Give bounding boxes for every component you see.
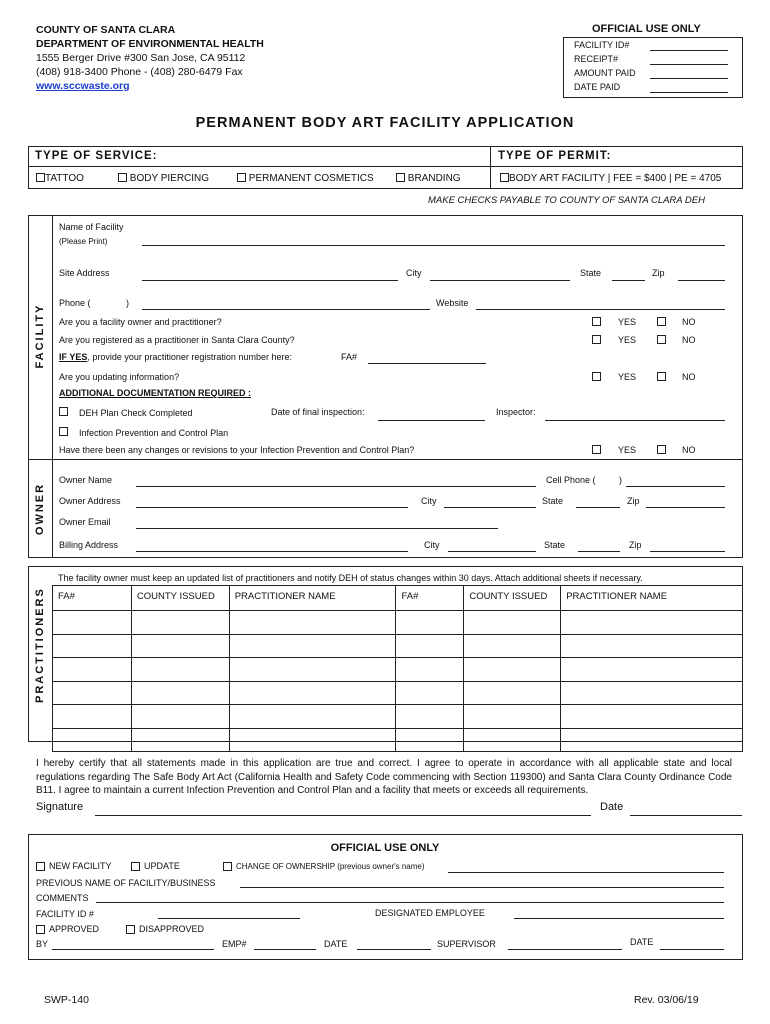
owner-email-field[interactable]: [136, 528, 498, 529]
option-label: BODY PIERCING: [129, 173, 210, 184]
question-changes: Have there been any changes or revisions to your Infection Prevention and Control Plan?: [59, 445, 415, 455]
permit-heading: TYPE OF PERMIT:: [498, 150, 612, 162]
divider: [28, 166, 743, 167]
comments-label: COMMENTS: [36, 893, 89, 903]
table-row: [53, 705, 743, 729]
service-cosmetics-option[interactable]: [237, 173, 374, 184]
checkbox[interactable]: [36, 173, 45, 182]
owner-state-field[interactable]: [576, 507, 620, 508]
option-label: TATTOO: [45, 173, 84, 184]
table-cell[interactable]: [53, 634, 132, 658]
by-label: BY: [36, 939, 49, 949]
site-zip-label: Zip: [652, 268, 665, 278]
owner-address-field[interactable]: [136, 507, 408, 508]
website-field[interactable]: [476, 309, 725, 310]
divider: [52, 460, 53, 558]
billing-state-label: State: [544, 540, 566, 550]
table-cell[interactable]: [229, 705, 396, 729]
if-yes-text: , provide your practitioner registration number here:: [87, 352, 292, 362]
table-cell[interactable]: [131, 681, 229, 705]
table-cell[interactable]: [561, 681, 743, 705]
column-header: COUNTY ISSUED: [464, 586, 561, 611]
previous-owner-field[interactable]: [448, 872, 724, 873]
facility-id-bottom-label: FACILITY ID #: [36, 909, 94, 919]
owner-email-label: Owner Email: [59, 517, 111, 527]
date-supervisor-field[interactable]: [660, 949, 724, 950]
form-title: PERMANENT BODY ART FACILITY APPLICATION: [195, 115, 575, 131]
site-address-label: Site Address: [59, 268, 110, 278]
table-cell[interactable]: [53, 728, 132, 752]
table-cell[interactable]: [131, 658, 229, 682]
option-label: PERMANENT COSMETICS: [248, 173, 374, 184]
table-cell[interactable]: [53, 705, 132, 729]
table-cell[interactable]: [464, 634, 561, 658]
site-state-field[interactable]: [612, 280, 645, 281]
practitioners-table: [52, 585, 743, 752]
facility-side-label: FACILITY: [34, 303, 46, 369]
table-cell[interactable]: [464, 658, 561, 682]
table-cell[interactable]: [229, 611, 396, 635]
table-cell[interactable]: [561, 658, 743, 682]
yes-label: YES: [618, 335, 637, 345]
table-cell[interactable]: [53, 611, 132, 635]
inspector-label: Inspector:: [496, 407, 536, 417]
option-label: BRANDING: [407, 173, 461, 184]
registered-no-checkbox[interactable]: [657, 335, 666, 344]
billing-zip-field[interactable]: [650, 551, 725, 552]
site-address-field[interactable]: [142, 280, 398, 281]
updating-yes-checkbox[interactable]: [592, 372, 601, 381]
service-tattoo-option[interactable]: [36, 173, 84, 184]
amount-paid-label: AMOUNT PAID: [574, 68, 636, 78]
table-cell[interactable]: [464, 611, 561, 635]
certification-text: I hereby certify that all statements made in this application are true and correct. I agree to operate in accordance with all applicable state and local regulations regarding The Safe Body Art Act (California Health and Safety Code commencing with Section 119300) and Santa Clara County Ordinance Code B11. I agree to maintain a current Infection Prevention and Control Plan and a facility that meets or exceeds all requirements.: [36, 758, 732, 796]
billing-state-field[interactable]: [578, 551, 620, 552]
fa-label: FA#: [341, 352, 358, 362]
comments-field[interactable]: [96, 902, 724, 903]
by-field[interactable]: [52, 949, 214, 950]
update-checkbox[interactable]: [131, 862, 140, 871]
previous-name-label: PREVIOUS NAME OF FACILITY/BUSINESS: [36, 878, 216, 888]
table-row: [53, 728, 743, 752]
phone-paren: ): [126, 298, 129, 308]
table-cell[interactable]: [396, 728, 464, 752]
table-header-row: [53, 586, 743, 611]
cell-phone-label: Cell Phone (: [546, 475, 596, 485]
table-cell[interactable]: [131, 634, 229, 658]
table-cell[interactable]: [229, 681, 396, 705]
supervisor-label: SUPERVISOR: [437, 939, 496, 949]
if-yes-label: IF YES: [59, 352, 88, 362]
update-label: UPDATE: [144, 861, 180, 871]
website-link[interactable]: www.sccwaste.org: [36, 80, 130, 92]
column-header: COUNTY ISSUED: [131, 586, 229, 611]
designated-employee-field[interactable]: [514, 918, 724, 919]
checkbox[interactable]: [396, 173, 405, 182]
cell-phone-field[interactable]: [626, 486, 725, 487]
county-name: COUNTY OF SANTA CLARA: [36, 24, 176, 36]
table-cell[interactable]: [131, 705, 229, 729]
signature-label: Signature: [36, 801, 84, 813]
plan-check-checkbox[interactable]: [59, 407, 68, 416]
yes-label: YES: [618, 317, 637, 327]
phone-label: Phone (: [59, 298, 91, 308]
approved-label: APPROVED: [49, 924, 100, 934]
owner-city-label: City: [421, 496, 437, 506]
table-cell[interactable]: [396, 658, 464, 682]
owner-no-checkbox[interactable]: [657, 317, 666, 326]
owner-yes-checkbox[interactable]: [592, 317, 601, 326]
table-cell[interactable]: [131, 611, 229, 635]
supervisor-field[interactable]: [508, 949, 622, 950]
column-header: FA#: [53, 586, 132, 611]
disapproved-checkbox[interactable]: [126, 925, 135, 934]
billing-zip-label: Zip: [629, 540, 642, 550]
updating-no-checkbox[interactable]: [657, 372, 666, 381]
owner-address-label: Owner Address: [59, 496, 121, 506]
if-yes-instruction: [59, 352, 292, 362]
changes-no-checkbox[interactable]: [657, 445, 666, 454]
table-cell[interactable]: [53, 658, 132, 682]
no-label: NO: [682, 335, 696, 345]
inspector-field[interactable]: [545, 420, 725, 421]
table-cell[interactable]: [561, 728, 743, 752]
column-header: PRACTITIONER NAME: [229, 586, 396, 611]
table-row: [53, 611, 743, 635]
additional-doc-heading: ADDITIONAL DOCUMENTATION REQUIRED :: [59, 388, 251, 398]
change-ownership-checkbox[interactable]: [223, 862, 232, 871]
date-bottom-field[interactable]: [357, 949, 431, 950]
phone-field[interactable]: [142, 309, 430, 310]
site-zip-field[interactable]: [678, 280, 725, 281]
facility-id-bottom-field[interactable]: [158, 918, 300, 919]
table-cell[interactable]: [229, 728, 396, 752]
official-use-title: OFFICIAL USE ONLY: [592, 23, 701, 35]
table-cell[interactable]: [396, 634, 464, 658]
website-label: Website: [436, 298, 469, 308]
question-registered: Are you registered as a practitioner in Santa Clara County?: [59, 335, 295, 345]
designated-employee-label: DESIGNATED EMPLOYEE: [375, 908, 485, 918]
plan-check-label: DEH Plan Check Completed: [79, 408, 193, 418]
date-paid-field[interactable]: [650, 92, 728, 93]
table-cell[interactable]: [53, 681, 132, 705]
billing-address-field[interactable]: [136, 551, 408, 552]
site-city-label: City: [406, 268, 422, 278]
previous-name-field[interactable]: [240, 887, 724, 888]
receipt-label: RECEIPT#: [574, 54, 619, 64]
change-ownership-label: CHANGE OF OWNERSHIP (previous owner's name): [236, 862, 425, 871]
yes-label: YES: [618, 445, 637, 455]
billing-city-field[interactable]: [448, 551, 536, 552]
final-inspection-label: Date of final inspection:: [271, 407, 365, 417]
table-cell[interactable]: [131, 728, 229, 752]
emp-field[interactable]: [254, 949, 316, 950]
no-label: NO: [682, 372, 696, 382]
table-cell[interactable]: [561, 634, 743, 658]
billing-city-label: City: [424, 540, 440, 550]
owner-zip-field[interactable]: [646, 507, 725, 508]
new-facility-checkbox[interactable]: [36, 862, 45, 871]
new-facility-label: NEW FACILITY: [49, 861, 112, 871]
date-field[interactable]: [630, 815, 742, 816]
receipt-field[interactable]: [650, 64, 728, 65]
infection-plan-label: Infection Prevention and Control Plan: [79, 428, 229, 438]
table-cell[interactable]: [396, 611, 464, 635]
practitioners-side-label: PRACTITIONERS: [34, 587, 46, 703]
column-header: FA#: [396, 586, 464, 611]
checkbox[interactable]: [118, 173, 127, 182]
facility-name-sublabel: (Please Print): [59, 237, 108, 246]
facility-id-label: FACILITY ID#: [574, 40, 630, 50]
table-cell[interactable]: [229, 658, 396, 682]
official-use-box: [563, 37, 743, 98]
practitioners-note: The facility owner must keep an updated list of practitioners and notify DEH of status changes within 30 days. Attach additional sheets if necessary.: [58, 573, 643, 583]
amount-paid-field[interactable]: [650, 78, 728, 79]
approved-checkbox[interactable]: [36, 925, 45, 934]
checks-note: MAKE CHECKS PAYABLE TO COUNTY OF SANTA CLARA DEH: [428, 195, 705, 206]
table-cell[interactable]: [229, 634, 396, 658]
checkbox[interactable]: [500, 173, 509, 182]
table-row: [53, 634, 743, 658]
table-cell[interactable]: [396, 705, 464, 729]
facility-name-label: Name of Facility: [59, 222, 124, 232]
cell-phone-paren: ): [619, 475, 622, 485]
date-paid-label: DATE PAID: [574, 82, 621, 92]
revision-date: Rev. 03/06/19: [634, 994, 699, 1006]
owner-name-field[interactable]: [136, 486, 536, 487]
service-piercing-option[interactable]: [118, 173, 209, 184]
table-row: [53, 681, 743, 705]
signature-field[interactable]: [95, 815, 591, 816]
owner-side-label: OWNER: [34, 482, 46, 536]
divider: [52, 215, 53, 460]
question-owner-practitioner: Are you a facility owner and practitioner?: [59, 317, 222, 327]
date-bottom-label: DATE: [324, 939, 348, 949]
table-cell[interactable]: [561, 611, 743, 635]
department-address: 1555 Berger Drive #300 San Jose, CA 95112: [36, 52, 246, 64]
emp-label: EMP#: [222, 939, 247, 949]
billing-address-label: Billing Address: [59, 540, 119, 550]
changes-yes-checkbox[interactable]: [592, 445, 601, 454]
table-cell[interactable]: [396, 681, 464, 705]
service-branding-option[interactable]: [396, 173, 461, 184]
question-updating: Are you updating information?: [59, 372, 180, 382]
owner-zip-label: Zip: [627, 496, 640, 506]
fa-number-field[interactable]: [368, 363, 486, 364]
facility-name-field[interactable]: [142, 245, 725, 246]
table-cell[interactable]: [464, 681, 561, 705]
no-label: NO: [682, 317, 696, 327]
final-inspection-field[interactable]: [378, 420, 485, 421]
site-city-field[interactable]: [430, 280, 570, 281]
table-cell[interactable]: [464, 705, 561, 729]
facility-id-field[interactable]: [650, 50, 728, 51]
checkbox[interactable]: [237, 173, 246, 182]
table-row: [53, 658, 743, 682]
department-phone: (408) 918-3400 Phone - (408) 280-6479 Fax: [36, 66, 243, 78]
permit-option[interactable]: [500, 173, 721, 184]
owner-name-label: Owner Name: [59, 475, 113, 485]
table-cell[interactable]: [561, 705, 743, 729]
disapproved-label: DISAPPROVED: [139, 924, 205, 934]
infection-plan-checkbox[interactable]: [59, 427, 68, 436]
date-supervisor-label: DATE: [630, 937, 654, 947]
owner-state-label: State: [542, 496, 564, 506]
date-label: Date: [600, 801, 624, 813]
yes-label: YES: [618, 372, 637, 382]
column-header: PRACTITIONER NAME: [561, 586, 743, 611]
registered-yes-checkbox[interactable]: [592, 335, 601, 344]
table-cell[interactable]: [464, 728, 561, 752]
option-label: BODY ART FACILITY | FEE = $400 | PE = 4705: [509, 173, 722, 184]
site-state-label: State: [580, 268, 602, 278]
form-id: SWP-140: [44, 994, 89, 1006]
no-label: NO: [682, 445, 696, 455]
department-name: DEPARTMENT OF ENVIRONMENTAL HEALTH: [36, 38, 264, 50]
divider: [490, 146, 491, 189]
owner-city-field[interactable]: [444, 507, 536, 508]
official-use-bottom-title: OFFICIAL USE ONLY: [330, 842, 440, 854]
service-heading: TYPE OF SERVICE:: [35, 150, 158, 162]
